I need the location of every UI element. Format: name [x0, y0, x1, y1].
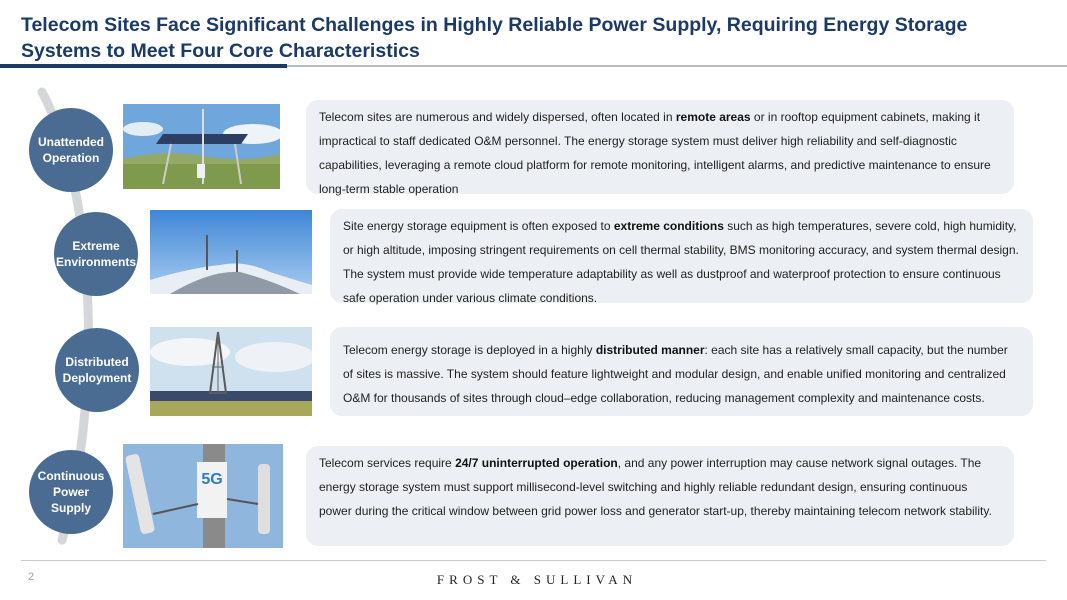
- description-text: Telecom energy storage is deployed in a highly: [343, 343, 596, 357]
- description-emphasis: 24/7 uninterrupted operation: [455, 456, 618, 470]
- label-line: Extreme: [72, 239, 120, 253]
- label-line: Continuous: [37, 469, 105, 483]
- description-text: , and any power interruption may cause network signal outages. The energy storage system must support millisecond-level switching and highly reliable redundant design, ensuring continuous power during the critical window between grid power loss and generator start-up, thereby maintaining telecom network stability.: [319, 456, 992, 518]
- label-line: Deployment: [62, 371, 132, 385]
- title-divider-accent: [0, 64, 287, 68]
- description-text: Site energy storage equipment is often exposed to: [343, 219, 614, 233]
- title-divider: [287, 65, 1067, 67]
- label-line: Environments: [56, 255, 137, 269]
- label-line: Unattended: [38, 135, 104, 149]
- page-title: Telecom Sites Face Significant Challenges in Highly Reliable Power Supply, Requiring Energy Storage Systems to Meet Four Core Characteristics: [21, 14, 968, 62]
- solar-tower-photo: [123, 104, 280, 189]
- description-text: Telecom services require: [319, 456, 456, 470]
- description-text: Telecom sites are numerous and widely dispersed, often located in: [319, 110, 676, 124]
- description-box: [330, 327, 1033, 416]
- lattice-tower-solar-field-photo: [150, 327, 312, 416]
- label-circle-extreme: [54, 212, 138, 296]
- 5g-antenna-photo: [123, 444, 283, 548]
- snowy-mountain-towers-photo: [150, 210, 312, 294]
- label-circle-distributed: [55, 328, 139, 412]
- description-box: [306, 446, 1014, 546]
- footer-divider: [21, 560, 1046, 561]
- description-text: : each site has a relatively small capacity, but the number of sites is massive. The system should feature lightweight and modular design, and enable unified monitoring and centralized O&M for thousands of sites through cloud–edge collaboration, reducing management complexity and maintenance costs.: [343, 343, 1008, 405]
- label-circle-continuous: [29, 450, 113, 534]
- description-text: or in rooftop equipment cabinets, making it impractical to staff dedicated O&M personnel. The energy storage system must deliver high reliability and self-diagnostic capabilities, leveraging a remote cloud platform for remote monitoring, intelligent alarms, and predictive maintenance to ensure long-term stable operation: [319, 110, 991, 196]
- 5g-label: 5G: [201, 471, 223, 488]
- page-number: 2: [28, 571, 35, 583]
- frost-sullivan-logo: FROST & SULLIVAN: [436, 572, 638, 587]
- label-line: Distributed: [65, 355, 129, 369]
- description-emphasis: remote areas: [675, 110, 751, 124]
- label-line: Operation: [42, 151, 100, 165]
- description-emphasis: extreme conditions: [613, 219, 724, 233]
- label-line: Power Supply: [50, 485, 91, 515]
- description-text: such as high temperatures, severe cold, high humidity, or high altitude, imposing stringent requirements on cell thermal stability, BMS monitoring accuracy, and system thermal design. The system must provide wide temperature adaptability as well as dustproof and waterproof protection to ensure continuous safe operation under various climate conditions.: [343, 219, 1019, 305]
- description-box: [306, 100, 1014, 194]
- description-emphasis: distributed manner: [595, 343, 705, 357]
- label-circle-unattended: [29, 108, 113, 192]
- description-box: [330, 209, 1033, 303]
